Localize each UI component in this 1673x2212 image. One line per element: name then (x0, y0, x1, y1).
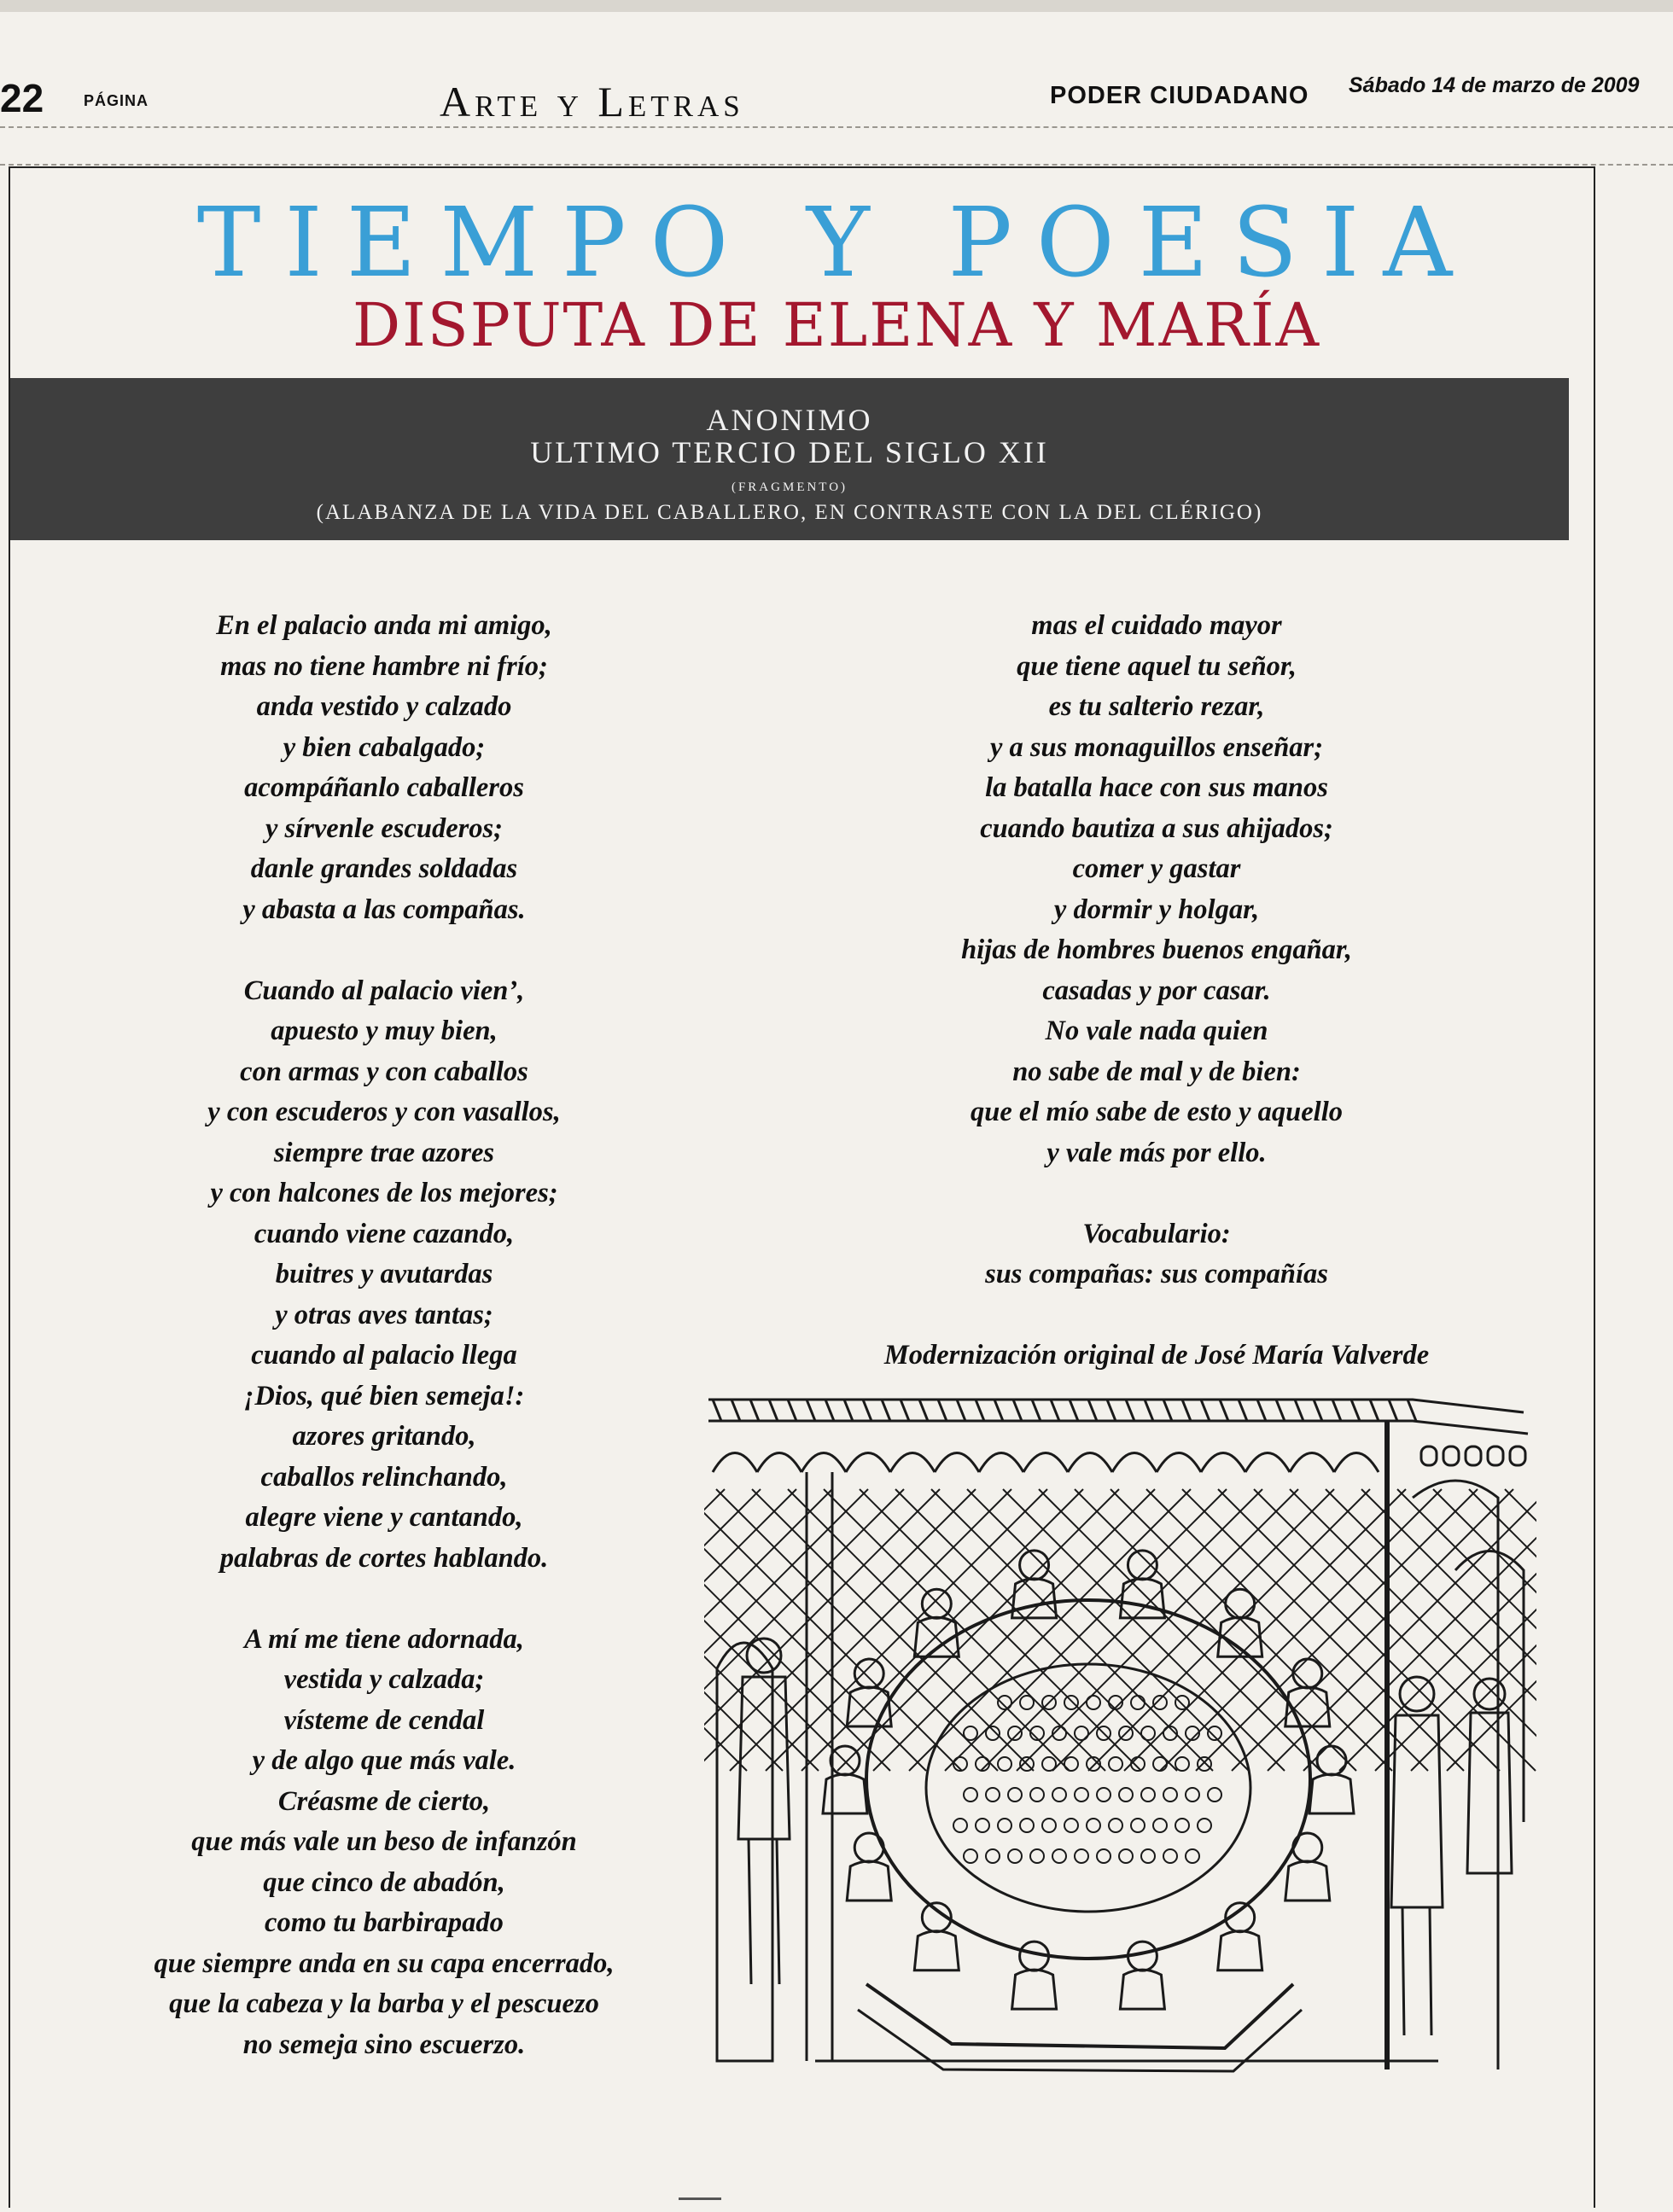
poem-line: que el mío sabe de esto y aquello (971, 1097, 1343, 1127)
poem-line: cuando bautiza a sus ahijados; (980, 812, 1333, 844)
top-edge (0, 0, 1673, 12)
poem-line: no sabe de mal y de bien: (1012, 1056, 1301, 1087)
header-rule-lower (0, 164, 1673, 166)
poem-line: danle grandes soldadas (250, 853, 518, 884)
poem-line: Modernización original de José María Valverde (883, 1340, 1430, 1371)
poem-line: palabras de cortes hablando. (219, 1542, 549, 1574)
poem-line: y con escuderos y con vasallos, (207, 1097, 561, 1127)
poem-line: No vale nada quien (1045, 1016, 1268, 1046)
header-rule (0, 126, 1673, 128)
poem-title: DISPUTA DE ELENA Y MARÍA (352, 290, 1321, 360)
banquet-illustration (704, 1395, 1536, 2074)
poem-column-left (111, 606, 657, 2065)
author: ANONIMO (706, 403, 873, 437)
poem-line: vestida y calzada; (283, 1664, 485, 1695)
poem-line: la batalla hace con sus manos (985, 772, 1328, 803)
page-label: PÁGINA (84, 92, 149, 109)
poem-line: cuando al palacio llega (251, 1340, 517, 1371)
bottom-mark (679, 2197, 721, 2200)
poem-line: apuesto y muy bien, (271, 1016, 498, 1046)
page-title: TIEMPO Y POESIA (196, 188, 1477, 299)
poem-line: y dormir y holgar, (1053, 894, 1260, 925)
poem-line: hijas de hombres buenos engañar, (961, 934, 1352, 965)
issue-date: Sábado 14 de marzo de 2009 (1349, 73, 1640, 97)
poem-line: y de algo que más vale. (252, 1745, 516, 1776)
stanza-gap (862, 1295, 1451, 1336)
poem-line: que tiene aquel tu señor, (1017, 650, 1297, 682)
poem-line: y vale más por ello. (1046, 1137, 1267, 1168)
poem-line: no semeja sino escuerzo. (242, 2029, 526, 2060)
poem-line: que siempre anda en su capa encerrado, (154, 1947, 615, 1979)
poem-line: y sírvenle escuderos; (265, 812, 503, 844)
poem-line: siempre trae azores (273, 1137, 495, 1168)
page-number: 22 (0, 76, 44, 120)
newspaper-name: PODER CIUDADANO (1050, 82, 1309, 109)
poem-line: A mí me tiene adornada, (244, 1623, 524, 1655)
poem-line: como tu barbirapado (265, 1907, 504, 1938)
poem-line: y otras aves tantas; (275, 1299, 493, 1330)
masthead (0, 51, 1673, 145)
period: ULTIMO TERCIO DEL SIGLO XII (530, 435, 1049, 469)
poem-line: vísteme de cendal (283, 1704, 485, 1736)
poem-line: comer y gastar (1072, 853, 1241, 884)
poem-line: que la cabeza y la barba y el pescuezo (169, 1988, 599, 2019)
poem-line: Cuando al palacio vien’, (243, 975, 525, 1006)
fragment-note: (FRAGMENTO) (731, 480, 848, 494)
poem-line: cuando viene cazando, (254, 1218, 515, 1249)
poem-line: y a sus monaguillos enseñar; (989, 731, 1324, 763)
section-name: Arte y Letras (440, 78, 744, 125)
poem-line: sus compañas: sus compañías (985, 1259, 1328, 1289)
poem-line: y abasta a las compañas. (242, 894, 526, 925)
poem-line: casadas y por casar. (1042, 975, 1271, 1006)
poem-description: (ALABANZA DE LA VIDA DEL CABALLERO, EN CONTRASTE CON LA DEL CLÉRIGO) (316, 501, 1263, 524)
poem-line: mas el cuidado mayor (1031, 610, 1282, 641)
poem-line: Vocabulario: (1082, 1218, 1231, 1249)
poem-line: que más vale un beso de infanzón (191, 1826, 577, 1857)
poem-line: ¡Dios, qué bien semeja!: (243, 1380, 525, 1412)
poem-line: acompáñanlo caballeros (244, 772, 524, 803)
stanza-gap (111, 1579, 657, 1620)
poem-line: azores gritando, (292, 1421, 476, 1452)
poem-line: caballos relinchando, (260, 1461, 508, 1493)
poem-line: Créasme de cierto, (277, 1785, 491, 1817)
poem-line: mas no tiene hambre ni frío; (220, 650, 548, 682)
poem-line: con armas y con caballos (240, 1056, 528, 1087)
poem-line: En el palacio anda mi amigo, (216, 610, 552, 641)
poem-line: buitres y avutardas (275, 1259, 493, 1289)
poem-line: y con halcones de los mejores; (210, 1178, 558, 1208)
poem-line: anda vestido y calzado (256, 691, 512, 722)
poem-line: alegre viene y cantando, (245, 1502, 523, 1533)
stanza-gap (862, 1173, 1451, 1214)
poem-line: es tu salterio rezar, (1048, 691, 1265, 722)
stanza-gap (111, 930, 657, 971)
info-banner (10, 378, 1569, 540)
poem-line: y bien cabalgado; (283, 731, 486, 763)
poem-column-right (862, 606, 1451, 1377)
poem-line: que cinco de abadón, (263, 1866, 505, 1898)
